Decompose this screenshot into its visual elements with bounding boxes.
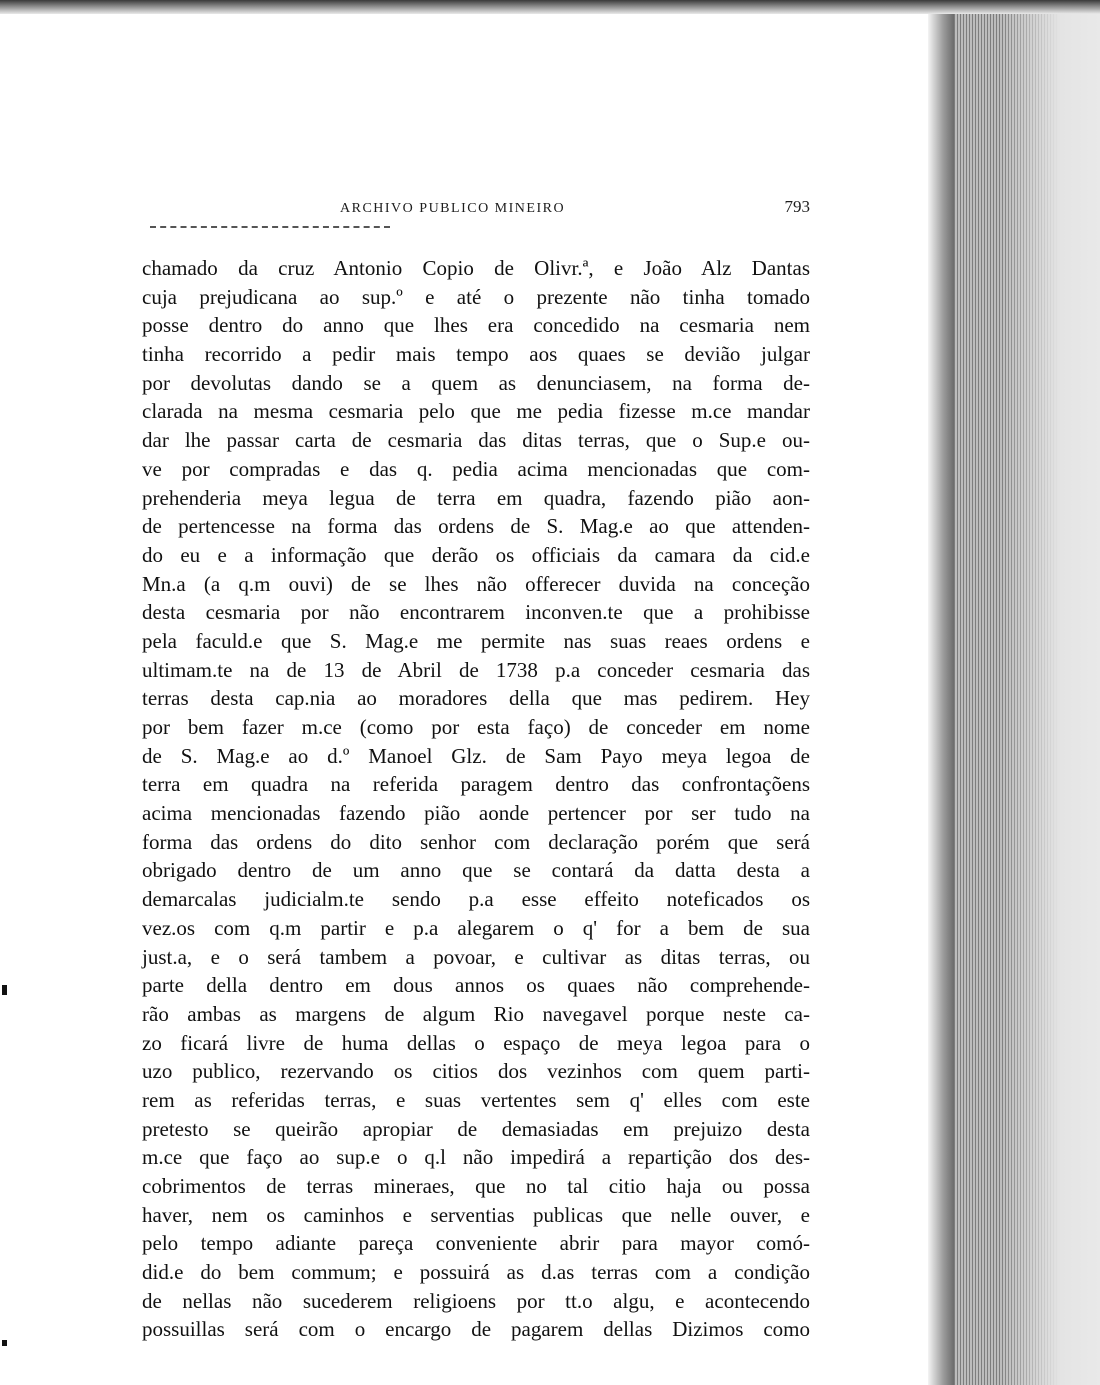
text-line: possuillas será com o encargo de pagarem dellas Dizimos como bbox=[142, 1317, 810, 1342]
scan-mark bbox=[2, 1340, 7, 1346]
text-line: Mn.a (a q.m ouvi) de se lhes não offerecer duvida na conceção bbox=[142, 571, 810, 596]
running-head: ARCHIVO PUBLICO MINEIRO bbox=[340, 201, 566, 216]
text-line: de nellas não sucederem religioens por tt.o algu, e acontecendo bbox=[142, 1288, 810, 1313]
text-line: parte della dentro em dous annos os quaes não comprehende- bbox=[142, 973, 810, 998]
text-line: acima mencionadas fazendo pião aonde pertencer por ser tudo na bbox=[142, 801, 810, 826]
text-line: tinha recorrido a pedir mais tempo aos quaes se devião julgar bbox=[142, 342, 810, 367]
text-line: do eu e a informação que derão os officiais da camara da cid.e bbox=[142, 542, 810, 567]
text-line: desta cesmaria por não encontrarem inconven.te que a prohibisse bbox=[142, 600, 810, 625]
text-line: de S. Mag.e ao d.º Manoel Glz. de Sam Payo meya legoa de bbox=[142, 743, 810, 768]
text-line: m.ce que faço ao sup.e o q.l não impedirá a repartição dos des- bbox=[142, 1145, 810, 1170]
page-header bbox=[340, 199, 810, 219]
text-line: demarcalas judicialm.te sendo p.a esse effeito noteficados os bbox=[142, 887, 810, 912]
header-rule bbox=[150, 226, 390, 228]
text-line: pela faculd.e que S. Mag.e me permite nas suas reaes ordens e bbox=[142, 628, 810, 653]
text-line: haver, nem os caminhos e serventias publicas que nelle ouver, e bbox=[142, 1202, 810, 1227]
text-line: cobrimentos de terras mineraes, que no tal citio haja ou possa bbox=[142, 1174, 810, 1198]
text-line: obrigado dentro de um anno que se contará da datta desta a bbox=[142, 858, 810, 883]
text-line: pretesto se queirão apropiar de demasiadas em prejuizo desta bbox=[142, 1116, 810, 1141]
text-line: dar lhe passar carta de cesmaria das ditas terras, que o Sup.e ou- bbox=[142, 428, 810, 453]
text-line: clarada na mesma cesmaria pelo que me pedia fizesse m.ce mandar bbox=[142, 399, 810, 424]
text-line: por devolutas dando se a quem as denunciasem, na forma de- bbox=[142, 370, 810, 395]
text-line: ultimam.te na de 13 de Abril de 1738 p.a conceder cesmaria das bbox=[142, 657, 810, 682]
text-line: prehenderia meya legua de terra em quadra, fazendo pião aon- bbox=[142, 485, 810, 510]
book-edge-fade bbox=[1000, 14, 1100, 1385]
scan-mark bbox=[2, 985, 7, 995]
text-line: terra em quadra na referida paragem dentro das confrontaçõens bbox=[142, 772, 810, 797]
text-line: forma das ordens do dito senhor com declaração porém que será bbox=[142, 829, 810, 854]
text-line: chamado da cruz Antonio Copio de Olivr.ª, e João Alz Dantas bbox=[142, 256, 810, 280]
text-line: terras desta cap.nia ao moradores della que mas pedirem. Hey bbox=[142, 686, 810, 711]
text-line: just.a, e o será tambem a povoar, e cultivar as ditas terras, ou bbox=[142, 944, 810, 969]
page-gutter-shadow bbox=[928, 14, 954, 1385]
text-line: de pertencesse na forma das ordens de S. Mag.e ao que attenden- bbox=[142, 514, 810, 539]
text-line: rão ambas as margens de algum Rio navegavel porque neste ca- bbox=[142, 1001, 810, 1026]
text-line: pelo tempo adiante pareça conveniente abrir para mayor comó- bbox=[142, 1231, 810, 1256]
text-line: cuja prejudicana ao sup.º e até o prezente não tinha tomado bbox=[142, 284, 810, 309]
text-line: por bem fazer m.ce (como por esta faço) de conceder em nome bbox=[142, 715, 810, 739]
text-line: did.e do bem commum; e possuirá as d.as terras com a condição bbox=[142, 1260, 810, 1285]
text-line: zo ficará livre de huma dellas o espaço de meya legoa para o bbox=[142, 1030, 810, 1055]
top-shadow bbox=[0, 0, 1100, 14]
text-line: rem as referidas terras, e suas vertentes sem q' elles com este bbox=[142, 1087, 810, 1112]
text-line: ve por compradas e das q. pedia acima mencionadas que com- bbox=[142, 456, 810, 481]
text-line: vez.os com q.m partir e p.a alegarem o q' for a bem de sua bbox=[142, 915, 810, 940]
page-number: 793 bbox=[784, 197, 810, 216]
text-line: uzo publico, rezervando os citios dos vezinhos com quem parti- bbox=[142, 1059, 810, 1084]
text-line: posse dentro do anno que lhes era concedido na cesmaria nem bbox=[142, 313, 810, 338]
body-text bbox=[142, 254, 810, 1344]
